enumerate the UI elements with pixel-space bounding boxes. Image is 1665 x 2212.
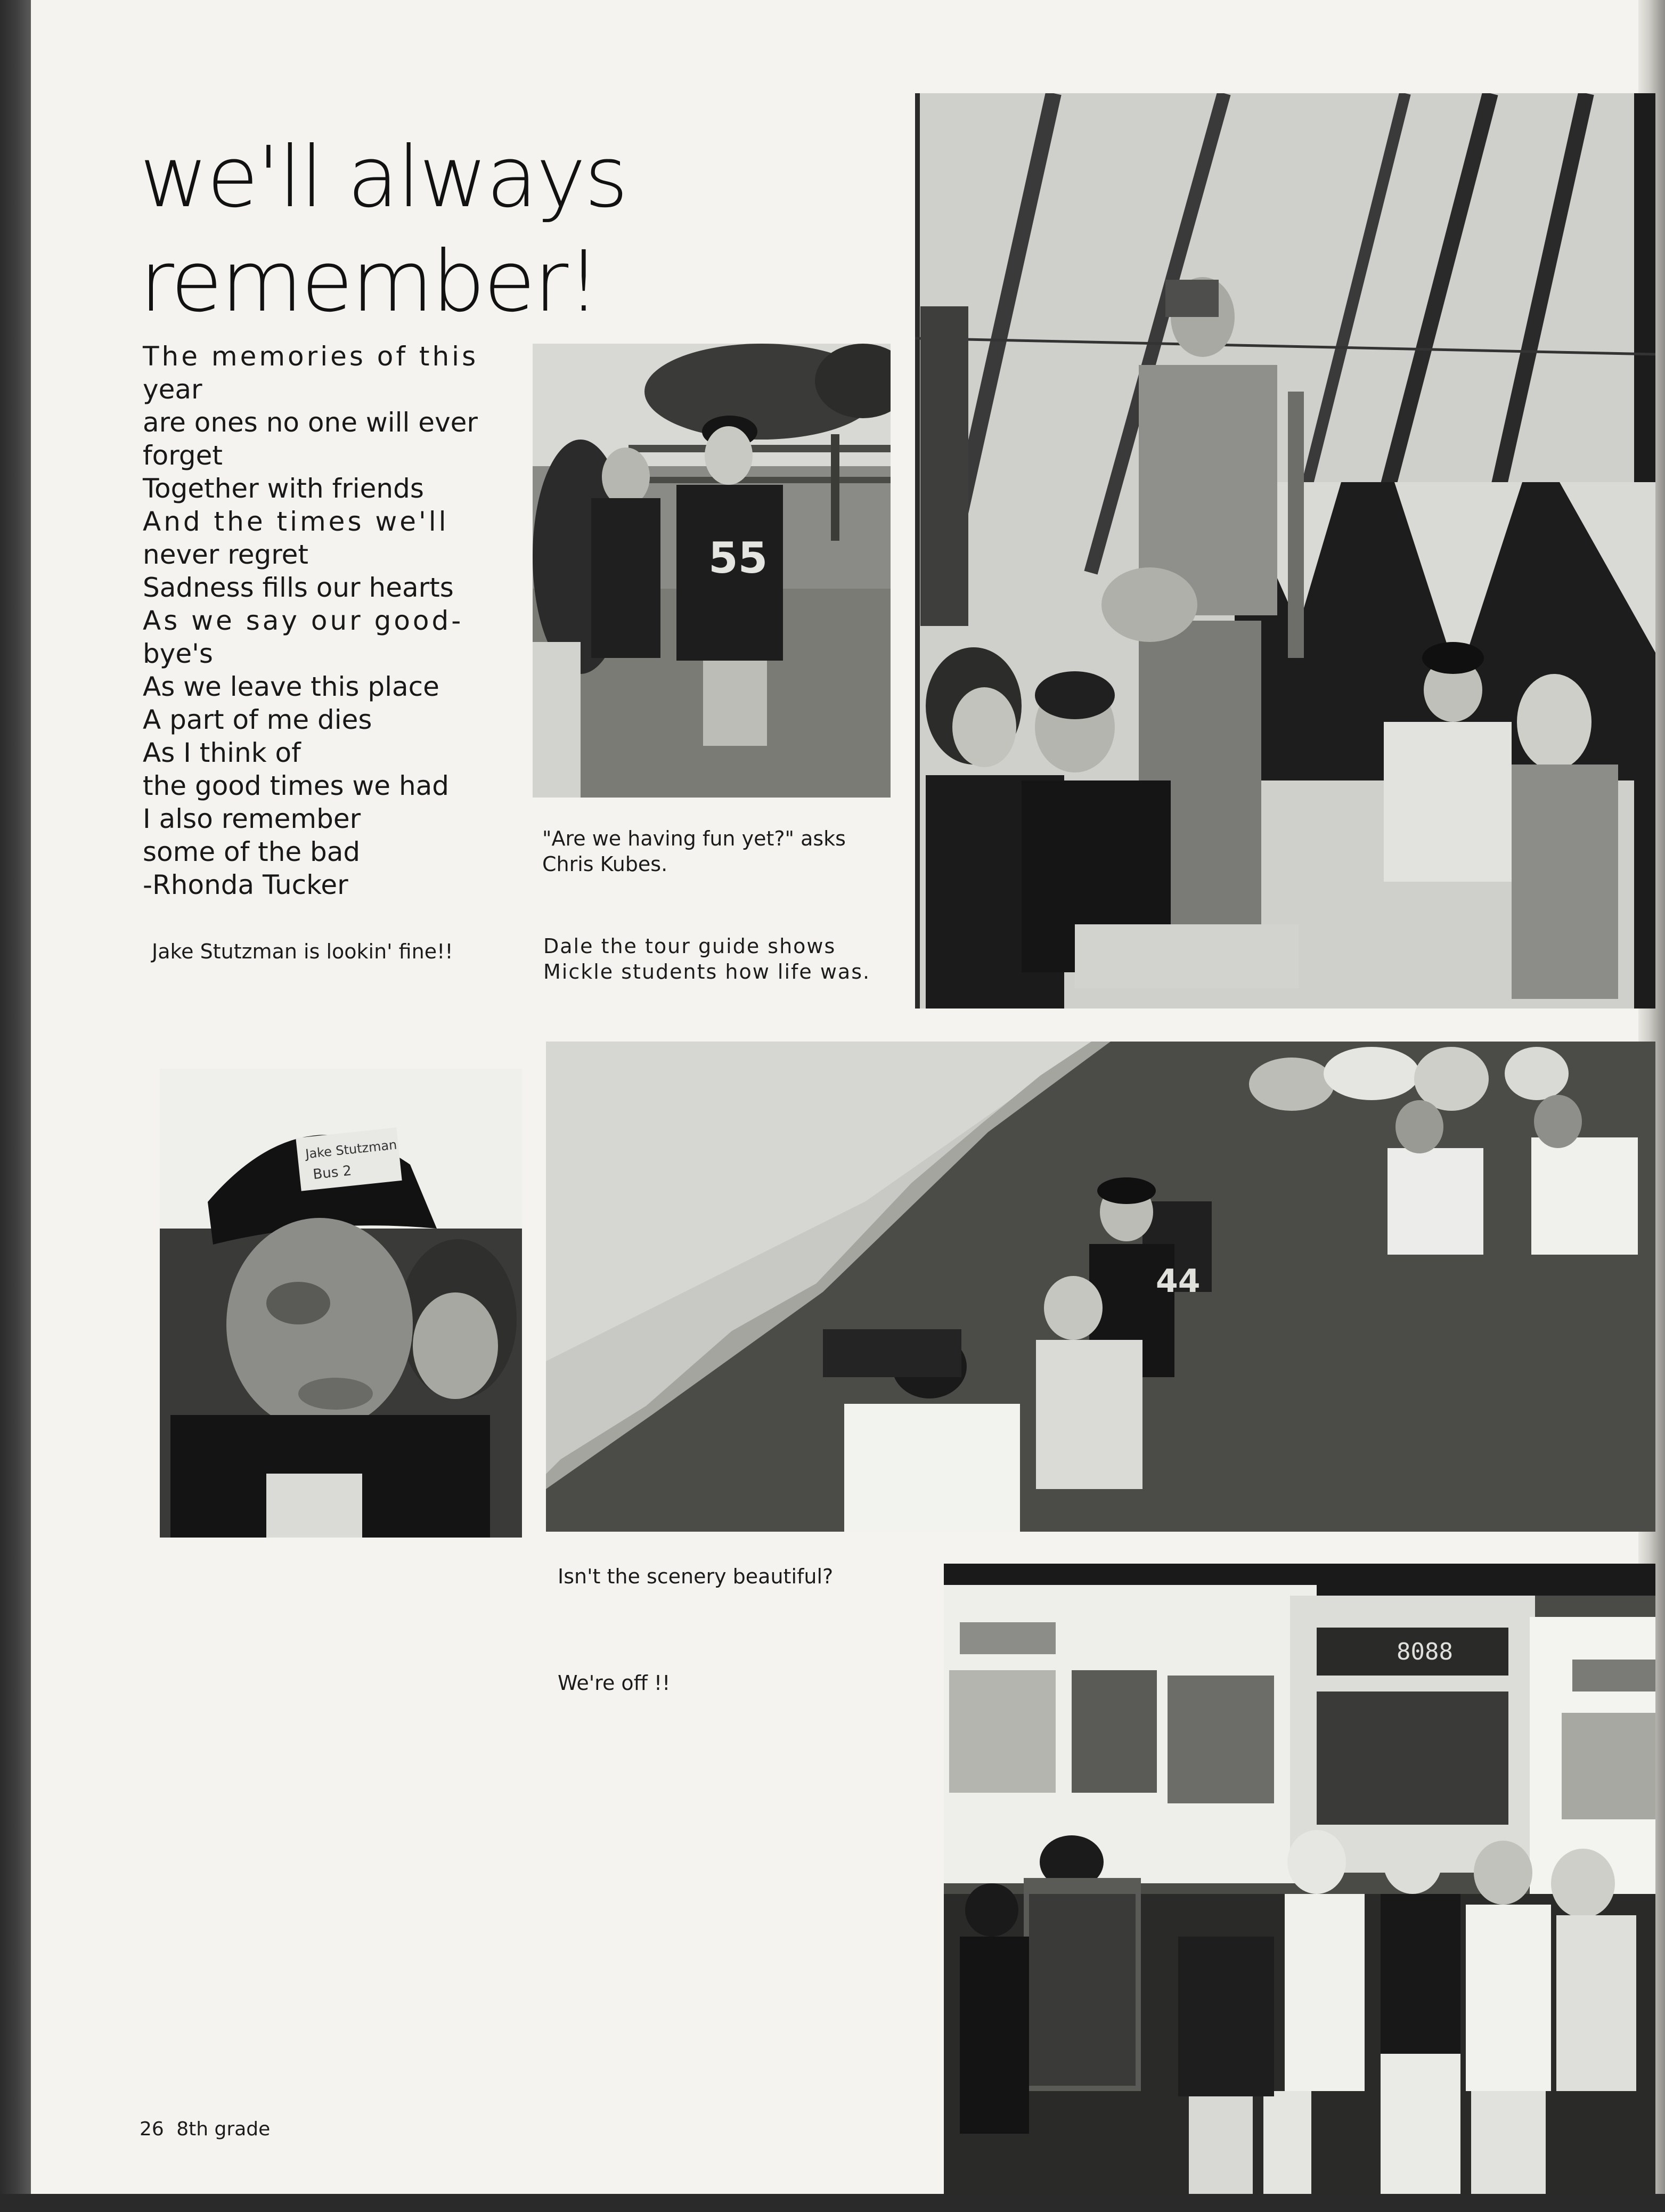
binding-shadow-left [0,0,31,2212]
poem [143,340,510,901]
poem-line: I also remember [143,803,361,834]
poem-line: As we say our good- [143,605,464,636]
poem-line: year [143,374,202,405]
caption-dale-tour-guide: Dale the tour guide shows Mickle students how life was. [543,934,871,983]
scan-edge-bottom [0,2194,1665,2212]
poem-line: As I think of [143,737,301,768]
poem-author: -Rhonda Tucker [143,869,348,900]
poem-line: The memories of this [143,341,479,372]
poem-line: A part of me dies [143,704,372,735]
caption-scenery: Isn't the scenery beautiful? [558,1565,834,1588]
poem-line: Sadness fills our hearts [143,572,454,603]
poem-line: And the times we'll [143,506,449,537]
photo-fence-students [533,344,891,798]
photo-buses-departure [944,1564,1655,2212]
page-title [140,125,725,334]
cap-tag-line-2: Bus 2 [312,1162,353,1183]
cap-tag-line-1: Jake Stutzman [305,1137,398,1162]
photo-jake-stutzman-closeup [160,1069,522,1538]
title-line-1: we'll always [140,128,627,226]
poem-line: never regret [143,539,309,570]
title-line-2: remember! [140,233,599,331]
poem-line: the good times we had [143,770,450,801]
jersey-number: 55 [708,533,768,583]
bus-number: 8088 [1397,1638,1453,1665]
page-number: 26 [140,2118,164,2140]
section-label: 8th grade [176,2118,271,2140]
poem-line: are ones no one will ever [143,407,478,438]
page-footer [140,2118,270,2140]
photo-lakeside-scenery [546,1042,1655,1532]
caption-jake-stutzman: Jake Stutzman is lookin' fine!! [152,940,453,963]
poem-line: Together with friends [143,473,424,504]
poem-line: As we leave this place [143,671,439,702]
poem-line: forget [143,440,223,471]
poem-line: some of the bad [143,836,361,867]
photo-teepee-tour-guide [915,93,1655,1009]
caption-chris-kubes: "Are we having fun yet?" asks Chris Kubes. [542,827,846,876]
caption-were-off: We're off !! [558,1671,671,1695]
jersey-number-44: 44 [1156,1263,1201,1300]
poem-line: bye's [143,638,213,669]
